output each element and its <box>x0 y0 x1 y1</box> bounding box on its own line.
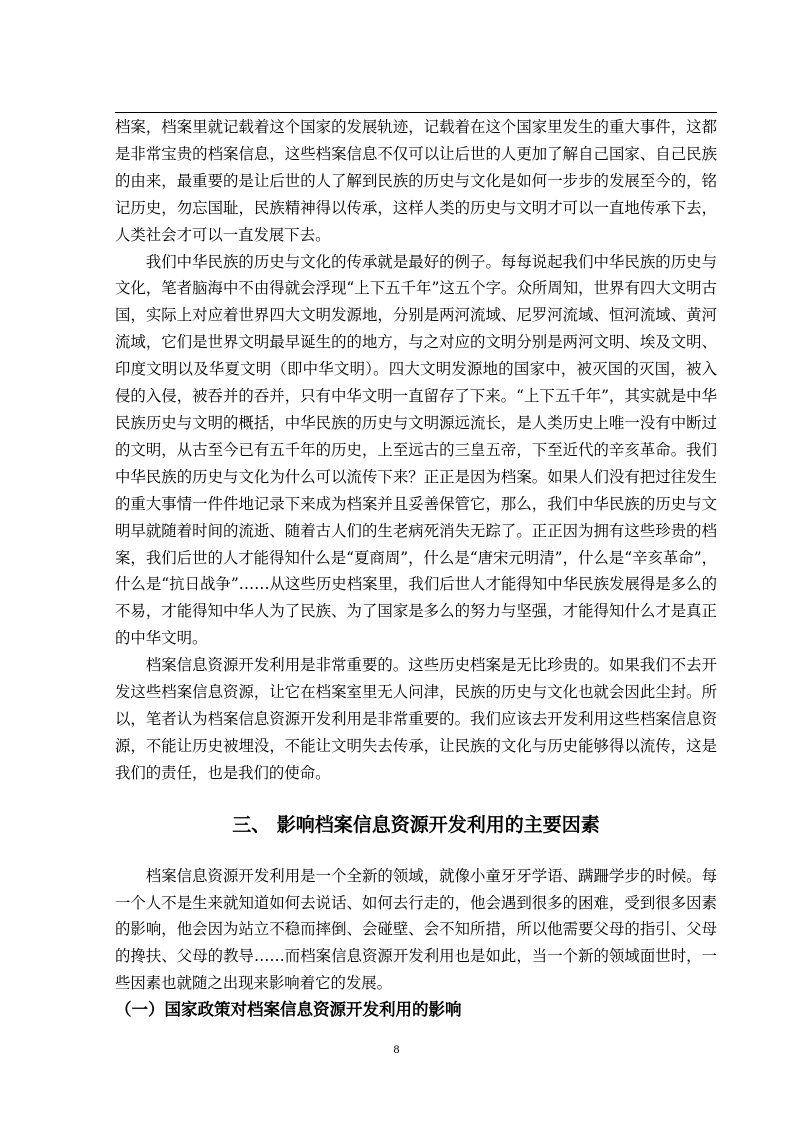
page-number: 8 <box>393 1042 400 1056</box>
paragraph-continued: 档案，档案里就记载着这个国家的发展轨迹，记载着在这个国家里发生的重大事件，这都是非常宝贵的档案信息，这些档案信息不仅可以让后世的人更加了解自己国家、自己民族的由来，最重要的是让后世的人了解到民族的历史与文化是如何一步步的发展至今的，铭记历史，勿忘国耻，民族精神得以传承，这样人类的历史与文明才可以一直地传承下去，人类社会才可以一直发展下去。 <box>115 118 717 244</box>
header-rule <box>115 112 717 113</box>
document-body <box>115 114 717 1023</box>
paragraph: 档案信息资源开发利用是非常重要的。这些历史档案是无比珍贵的。如果我们不去开发这些档案信息资源，让它在档案室里无人问津，民族的历史与文化也就会因此尘封。所以，笔者认为档案信息资源开发利用是非常重要的。我们应该去开发利用这些档案信息资源，不能让历史被埋没，不能让文明失去传承，让民族的文化与历史能够得以流传，这是我们的责任，也是我们的使命。 <box>115 656 717 782</box>
paragraph: 我们中华民族的历史与文化的传承就是最好的例子。每每说起我们中华民族的历史与文化，笔者脑海中不由得就会浮现“上下五千年”这五个字。众所周知，世界有四大文明古国，实际上对应着世界四大文明发源地，分别是两河流域、尼罗河流域、恒河流域、黄河流域，它们是世界文明最早诞生的的地方，与之对应的文明分别是两河文明、埃及文明、印度文明以及华夏文明（即中华文明）。四大文明发源地的国家中，被灭国的灭国，被入侵的入侵，被吞并的吞并，只有中华文明一直留存了下来。“上下五千年”，其实就是中华民族历史与文明的概括，中华民族的历史与文明源远流长，是人类历史上唯一没有中断过的文明，从古至今已有五千年的历史，上至远古的三皇五帝，下至近代的辛亥革命。我们中华民族的历史与文化为什么可以流传下来？正正是因为档案。如果人们没有把过往发生的重大事情一件件地记录下来成为档案并且妥善保管它，那么，我们中华民族的历史与文明早就随着时间的流逝、随着古人们的生老病死消失无踪了。正正因为拥有这些珍贵的档案，我们后世的人才能得知什么是“夏商周”，什么是“唐宋元明清”，什么是“辛亥革命”，什么是“抗日战争”……从这些历史档案里，我们后世人才能得知中华民族发展得是多么的不易，才能得知中华人为了民族、为了国家是多么的努力与坚强，才能得知什么才是真正的中华文明。 <box>115 252 717 648</box>
section-heading: 三、 影响档案信息资源开发利用的主要因素 <box>232 813 600 836</box>
paragraph: 档案信息资源开发利用是一个全新的领域，就像小童牙牙学语、蹒跚学步的时候。每一个人不是生来就知道如何去说话、如何去行走的，他会遇到很多的困难，受到很多因素的影响，他会因为站立不稳而摔倒、会碰壁、会不知所措，所以他需要父母的指引、父母的搀扶、父母的教导……而档案信息资源开发利用也是如此，当一个新的领域面世时，一些因素也就随之出现来影响着它的发展。 <box>115 866 717 993</box>
subsection-heading: （一）国家政策对档案信息资源开发利用的影响 <box>115 1000 462 1020</box>
